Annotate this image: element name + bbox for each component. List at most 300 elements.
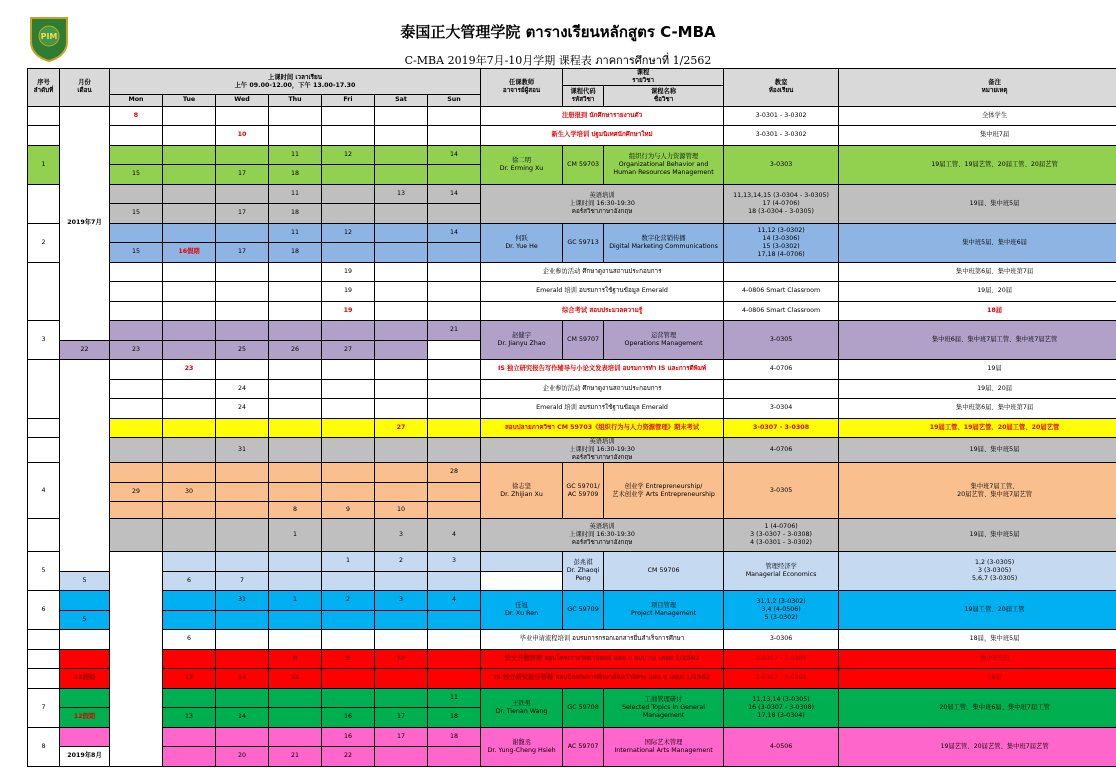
table-cell <box>110 418 163 438</box>
table-cell <box>163 106 216 126</box>
table-cell: 18届 <box>839 669 1116 689</box>
cell-text: คอร์สวิชาภาษาอังกฤษ <box>571 207 633 215</box>
table-cell: 19届、集中班5届 <box>839 438 1116 463</box>
table-cell <box>28 126 60 146</box>
table-cell: 4-0806 Smart Classroom <box>724 282 839 302</box>
table-row <box>28 379 1116 399</box>
table-cell <box>724 688 839 727</box>
table-cell: CM 59703 <box>563 145 604 184</box>
table-cell <box>28 360 60 419</box>
table-cell <box>322 463 375 483</box>
cell-text: 上午 09.00-12.00，下午 13.00-17.30 <box>234 81 356 89</box>
table-cell <box>110 379 163 399</box>
table-cell <box>163 262 216 282</box>
table-cell <box>322 418 375 438</box>
table-cell: 19届、集中班5届 <box>839 519 1116 552</box>
table-cell <box>481 184 724 223</box>
table-cell <box>163 552 216 572</box>
table-cell <box>269 630 322 650</box>
table-cell: Emerald 培训 อบรมการใช้ฐานข้อมูล Emerald <box>481 282 724 302</box>
table-cell: 27 <box>322 340 375 360</box>
table-cell <box>163 321 216 341</box>
table-cell <box>110 463 163 483</box>
table-cell <box>163 145 216 165</box>
table-cell <box>216 727 269 747</box>
table-cell <box>839 463 1116 519</box>
table-cell <box>428 204 481 224</box>
table-cell: 19 <box>322 262 375 282</box>
table-row <box>28 223 1116 243</box>
event-text: 注册报到 นักศึกษารายงานตัว <box>481 106 724 126</box>
table-cell: 2 <box>322 591 375 611</box>
table-cell: 4-0506 <box>724 727 839 766</box>
table-cell: 4 <box>428 591 481 611</box>
table-row <box>28 630 1116 650</box>
table-cell <box>163 223 216 243</box>
table-cell <box>724 591 839 630</box>
table-cell: 5 <box>60 610 110 630</box>
table-cell: CM 59706 <box>604 552 724 591</box>
table-cell: 20届工管、集中班6届、集中班7届工管 <box>839 688 1116 727</box>
table-cell <box>375 262 428 282</box>
table-cell: 3 <box>375 519 428 552</box>
cell-text: 14 (3-0306) <box>762 234 800 242</box>
table-cell: 31 <box>216 591 269 611</box>
cell-text: 工商管理研讨 <box>644 695 683 703</box>
table-cell: 26 <box>269 340 322 360</box>
table-cell <box>604 145 724 184</box>
table-cell <box>375 630 428 650</box>
table-cell: 17 <box>375 708 428 728</box>
cell-text: Dr. Yue He <box>505 242 538 250</box>
table-cell: 4 <box>428 519 481 552</box>
table-cell <box>428 418 481 438</box>
cell-text: 徐志坚 <box>512 482 531 490</box>
table-cell: 3-0305 <box>724 321 839 360</box>
table-cell: 24 <box>216 399 269 419</box>
table-cell: 4-0706 <box>724 360 839 380</box>
table-cell <box>163 438 216 463</box>
logo-text: PIM <box>40 32 58 41</box>
table-cell <box>322 630 375 650</box>
header-note <box>839 69 1116 107</box>
table-cell <box>375 204 428 224</box>
cell-text: Managerial Economics <box>745 571 817 578</box>
cell-text: Dr. Erming Xu <box>499 164 544 172</box>
table-cell: 3-0301 - 3-0302 <box>724 126 839 146</box>
table-cell: 8 <box>269 649 322 669</box>
table-cell <box>163 301 216 321</box>
table-cell <box>60 630 110 650</box>
table-cell <box>269 360 322 380</box>
table-cell <box>110 502 163 519</box>
table-cell <box>163 649 216 669</box>
table-cell <box>163 340 216 360</box>
table-cell: 集中班5届 <box>839 649 1116 669</box>
table-row <box>28 727 1116 747</box>
table-cell <box>428 360 481 380</box>
table-cell <box>724 223 839 262</box>
cell-text: คอร์สวิชาภาษาอังกฤษ <box>571 454 633 461</box>
table-cell <box>724 379 839 399</box>
event-text: 新生入学培训 ปฐมนิเทศนักศึกษาใหม่ <box>481 126 724 146</box>
table-cell <box>375 399 428 419</box>
table-cell <box>28 418 60 438</box>
cell-text: 国际艺术管理 <box>644 738 683 746</box>
table-cell <box>604 727 724 766</box>
cell-text: International Arts Management <box>614 746 713 754</box>
table-row <box>28 418 1116 438</box>
table-cell <box>269 106 322 126</box>
table-cell <box>428 669 481 689</box>
cell-text: 1 (4-0706) <box>764 523 798 530</box>
table-cell: 13 <box>163 708 216 728</box>
table-cell: GC 59708 <box>563 688 604 727</box>
table-cell: 10 <box>375 649 428 669</box>
table-cell: 19 <box>322 282 375 302</box>
table-cell: 集中班第6届、集中班第7届 <box>839 399 1116 419</box>
table-cell <box>375 243 428 263</box>
cell-text: 英语培训 <box>589 438 615 445</box>
table-cell <box>428 649 481 669</box>
table-cell: 12假期 <box>60 669 110 689</box>
table-cell <box>28 649 60 669</box>
table-cell <box>110 321 163 341</box>
cell-text: 课程 <box>636 69 650 76</box>
table-cell <box>216 463 269 483</box>
table-cell <box>322 360 375 380</box>
table-cell: 25 <box>216 340 269 360</box>
header-code <box>563 86 604 107</box>
table-cell <box>163 399 216 419</box>
table-cell <box>60 747 110 767</box>
table-cell: 21 <box>428 321 481 341</box>
table-cell <box>724 519 839 552</box>
table-cell: 23 <box>163 360 216 380</box>
table-cell: 18届，集中班5届 <box>839 630 1116 650</box>
table-cell: 15 <box>269 669 322 689</box>
header-day: Fri <box>322 95 375 107</box>
header-room <box>724 69 839 107</box>
cell-text: 上课时间 เวลาเรียน <box>268 73 323 81</box>
cell-text: 31,1,2 (3-0302) <box>756 598 806 605</box>
page-title: 泰国正大管理学院 ตารางเรียนหลักสูตร C-MBA <box>400 23 716 41</box>
table-cell: 3-0303 <box>724 145 839 184</box>
table-cell <box>604 688 724 727</box>
table-row <box>28 282 1116 302</box>
cell-text: อาจารย์ผู้สอน <box>502 87 541 95</box>
table-cell <box>375 379 428 399</box>
table-cell: 18 <box>428 727 481 747</box>
cell-text: 17,18 (4-0706) <box>757 250 805 258</box>
table-cell: 22 <box>322 747 375 767</box>
table-cell <box>428 126 481 146</box>
cell-text: 3 (3-0305) <box>977 567 1012 574</box>
table-cell <box>269 282 322 302</box>
table-cell <box>110 145 163 165</box>
table-cell <box>563 463 604 519</box>
table-cell: 毕业申请流程培训 อบรมการกรอกเอกสารยื่นสำเร็จการศึกษา <box>481 630 724 650</box>
table-cell <box>428 571 481 591</box>
table-cell <box>604 591 724 630</box>
table-cell <box>375 340 428 360</box>
cell-text: 创业学 Entrepreneurship/ <box>624 482 703 490</box>
table-cell <box>375 106 428 126</box>
table-cell: 19届工管、19届艺管、20届工管、20届艺管 <box>839 145 1116 184</box>
cell-text: 组织行为与人力资源管理 <box>628 152 699 160</box>
table-cell <box>163 591 216 611</box>
table-cell: 3 <box>28 321 60 360</box>
table-cell: 1 <box>322 552 375 572</box>
table-cell: 3-0304 <box>724 399 839 419</box>
table-cell <box>428 399 481 419</box>
table-cell <box>163 126 216 146</box>
cell-text: รหัสวิชา <box>571 95 595 103</box>
table-cell <box>724 184 839 223</box>
header-day: Thu <box>269 95 322 107</box>
table-cell <box>216 145 269 165</box>
header-day: Sat <box>375 95 428 107</box>
page-subtitle: C-MBA 2019年7月-10月学期 课程表 ภาคการศึกษาที่ 1/2562 <box>404 54 712 67</box>
table-cell: 全体学生 <box>839 106 1116 126</box>
cell-text: 16 (3-0307 - 3-0308) <box>748 703 814 711</box>
table-cell <box>269 571 322 591</box>
table-cell <box>216 301 269 321</box>
cell-text: 艺术创业学 Arts Entrepreneurship <box>612 490 715 498</box>
table-cell: 6 <box>163 630 216 650</box>
cell-text: 1,2 (3-0305) <box>974 559 1015 566</box>
cell-text: 赵健宇 <box>512 332 531 339</box>
table-cell <box>216 360 269 380</box>
table-cell <box>322 165 375 185</box>
table-cell: 企业参访活动 ศึกษาดูงานสถานประกอบการ <box>481 379 724 399</box>
table-cell <box>216 519 269 552</box>
cell-text: 4 (3-0301 - 3-0302) <box>750 539 812 546</box>
table-cell: 14 <box>428 145 481 165</box>
table-cell: 综合考试 สอบประมวลความรู้ <box>481 301 724 321</box>
table-cell: 3-0306 <box>724 630 839 650</box>
table-cell: 3 <box>375 591 428 611</box>
table-cell <box>216 321 269 341</box>
table-cell <box>724 552 839 591</box>
table-cell <box>269 552 322 572</box>
table-cell <box>269 126 322 146</box>
cell-text: 任课教师 <box>508 79 535 87</box>
month-cell: 2019年7月 <box>60 106 110 340</box>
table-cell: 16 <box>322 727 375 747</box>
table-cell: 14 <box>428 184 481 204</box>
table-cell: 15 <box>110 243 163 263</box>
table-cell <box>428 165 481 185</box>
cell-text: 数字化营销传播 <box>641 234 686 242</box>
table-cell <box>375 223 428 243</box>
table-cell: 14 <box>428 223 481 243</box>
table-cell: GC 59713 <box>563 223 604 262</box>
cell-text: Dr. Xu Ren <box>504 610 539 617</box>
table-cell: สอบปลายภาควิชา CM 59703《组织行为与人力资源管理》期末考试 <box>481 418 724 438</box>
table-cell: 论文开题答辩 สอบโครงร่างวิทยานิพนธ์ แผน ก แบบ ก2 เทอม 1/2562 <box>481 649 724 669</box>
table-cell <box>375 610 428 630</box>
cell-text: 11,13,14,15 (3-0304 - 3-0305) <box>733 191 829 199</box>
cell-text: 英语培训 <box>589 191 615 199</box>
table-cell: IS 独立研究报告答辩 สอบป้องกันการศึกษาค้นคว้าอิสระ แผน ข เทอม 1/2562 <box>481 669 724 689</box>
table-row <box>28 262 1116 282</box>
table-cell: 14 <box>216 669 269 689</box>
table-cell: 12 <box>322 145 375 165</box>
table-cell <box>563 552 604 591</box>
cell-text: 序号 <box>37 79 50 87</box>
cell-text: 月份 <box>78 79 91 87</box>
table-cell: 28 <box>428 463 481 483</box>
table-cell: 1 <box>28 145 60 184</box>
table-cell: IS 独立研究报告写作辅导与小论文发表培训 อบรมการทำ IS และการตีพิมพ์ <box>481 360 724 380</box>
table-row <box>28 552 1116 572</box>
table-cell: 10 <box>216 126 269 146</box>
table-cell <box>428 502 481 519</box>
table-cell: 24 <box>216 379 269 399</box>
table-cell: 15 <box>110 165 163 185</box>
table-row <box>28 360 1116 380</box>
table-cell: Emerald 培训 อบรมการใช้ฐานข้อมูล Emerald <box>481 399 724 419</box>
cell-text: Dr. Yung-Cheng Hsieh <box>487 746 556 754</box>
table-row <box>28 591 1116 611</box>
table-row <box>28 301 1116 321</box>
cell-text: Digital Marketing Communications <box>609 242 718 250</box>
table-cell <box>322 106 375 126</box>
table-cell <box>375 301 428 321</box>
table-cell: 7 <box>28 688 60 727</box>
table-row <box>28 669 1116 689</box>
header-day: Tue <box>163 95 216 107</box>
table-cell: 19届 <box>839 360 1116 380</box>
cell-text: 教室 <box>774 79 788 87</box>
table-cell <box>428 630 481 650</box>
table-cell <box>428 438 481 463</box>
table-cell: 11 <box>269 223 322 243</box>
table-cell <box>724 262 839 282</box>
table-cell <box>28 519 60 552</box>
cell-text: Dr. Zhaoqi Peng <box>566 567 600 582</box>
cell-text: 任旭 <box>515 602 528 609</box>
table-row <box>28 688 1116 708</box>
table-cell: 18 <box>269 204 322 224</box>
table-cell <box>322 204 375 224</box>
cell-text: 18 (3-0304 - 3-0305) <box>748 207 814 215</box>
cell-text: Human Resources Management <box>613 168 714 176</box>
table-cell <box>216 649 269 669</box>
table-cell: GC 59709 <box>563 591 604 630</box>
cell-text: 5 (3-0302) <box>764 614 798 621</box>
table-cell <box>322 571 375 591</box>
table-cell: 8 <box>28 727 60 766</box>
table-cell <box>28 184 60 223</box>
table-cell <box>60 591 110 611</box>
cell-text: 运营管理 <box>650 332 677 339</box>
table-cell: 1 <box>269 519 322 552</box>
table-cell <box>216 184 269 204</box>
table-cell <box>60 688 110 708</box>
table-cell <box>428 106 481 126</box>
table-cell <box>269 399 322 419</box>
table-cell <box>216 552 269 572</box>
header-seq <box>28 69 60 107</box>
table-cell <box>269 727 322 747</box>
table-cell <box>269 321 322 341</box>
table-cell <box>428 243 481 263</box>
table-cell: 13 <box>163 669 216 689</box>
table-cell: 5 <box>28 552 60 591</box>
table-cell: 18 <box>428 708 481 728</box>
table-cell <box>216 610 269 630</box>
table-cell <box>110 301 163 321</box>
table-cell <box>269 438 322 463</box>
table-cell: 2 <box>375 552 428 572</box>
table-cell <box>163 165 216 185</box>
table-cell <box>110 282 163 302</box>
table-cell: 19届艺管、20届艺管、集中班7届艺管 <box>839 727 1116 766</box>
cell-text: 17 (4-0706) <box>762 199 800 207</box>
cell-text: 3 (3-0307 - 3-0308) <box>750 531 812 538</box>
table-cell: 31 <box>216 438 269 463</box>
cell-text: ห้องเรียน <box>768 87 794 95</box>
table-cell <box>110 262 163 282</box>
cell-text: Dr. Jianyu Zhao <box>497 340 546 347</box>
table-cell <box>110 223 163 243</box>
table-cell: 19届、20届 <box>839 379 1116 399</box>
cell-text: 集中班7届工管、 <box>970 482 1019 490</box>
table-cell <box>481 591 563 630</box>
cell-text: Dr. Tienan Wang <box>495 707 548 715</box>
table-cell <box>163 184 216 204</box>
table-row <box>28 399 1116 419</box>
table-cell <box>216 262 269 282</box>
table-cell <box>322 379 375 399</box>
table-cell <box>375 669 428 689</box>
table-cell: 8 <box>110 106 163 126</box>
cell-text: 项目管理 <box>650 602 677 609</box>
table-cell <box>481 727 563 766</box>
cell-text: ลำดับที่ <box>33 87 54 95</box>
table-row <box>28 145 1116 165</box>
cell-text: 徐二明 <box>512 156 531 164</box>
cell-text: รายวิชา <box>632 77 655 84</box>
table-cell: 21 <box>269 747 322 767</box>
table-cell: 企业参访活动 ศึกษาดูงานสถานประกอบการ <box>481 262 724 282</box>
table-row <box>28 519 1116 552</box>
cell-text: 课程代码 <box>570 87 596 95</box>
table-cell <box>481 438 724 463</box>
table-cell: 3-0307 - 3-0308 <box>724 418 839 438</box>
table-cell <box>28 106 60 126</box>
table-cell: 19届、集中班5届 <box>839 184 1116 223</box>
table-row <box>28 106 1116 126</box>
table-cell <box>322 519 375 552</box>
table-cell <box>163 282 216 302</box>
table-cell: 1 <box>269 591 322 611</box>
table-cell <box>481 321 563 360</box>
table-cell: 23 <box>110 340 163 360</box>
table-cell <box>216 418 269 438</box>
table-cell <box>60 727 110 747</box>
table-cell: 集中班5届、集中班6届 <box>839 223 1116 262</box>
table-cell <box>216 482 269 502</box>
table-cell: 9 <box>322 502 375 519</box>
table-cell: 6 <box>28 591 60 630</box>
table-cell <box>604 321 724 360</box>
table-cell: 3-0301 - 3-0302 <box>724 106 839 126</box>
table-cell <box>839 552 1116 591</box>
table-cell <box>428 747 481 767</box>
